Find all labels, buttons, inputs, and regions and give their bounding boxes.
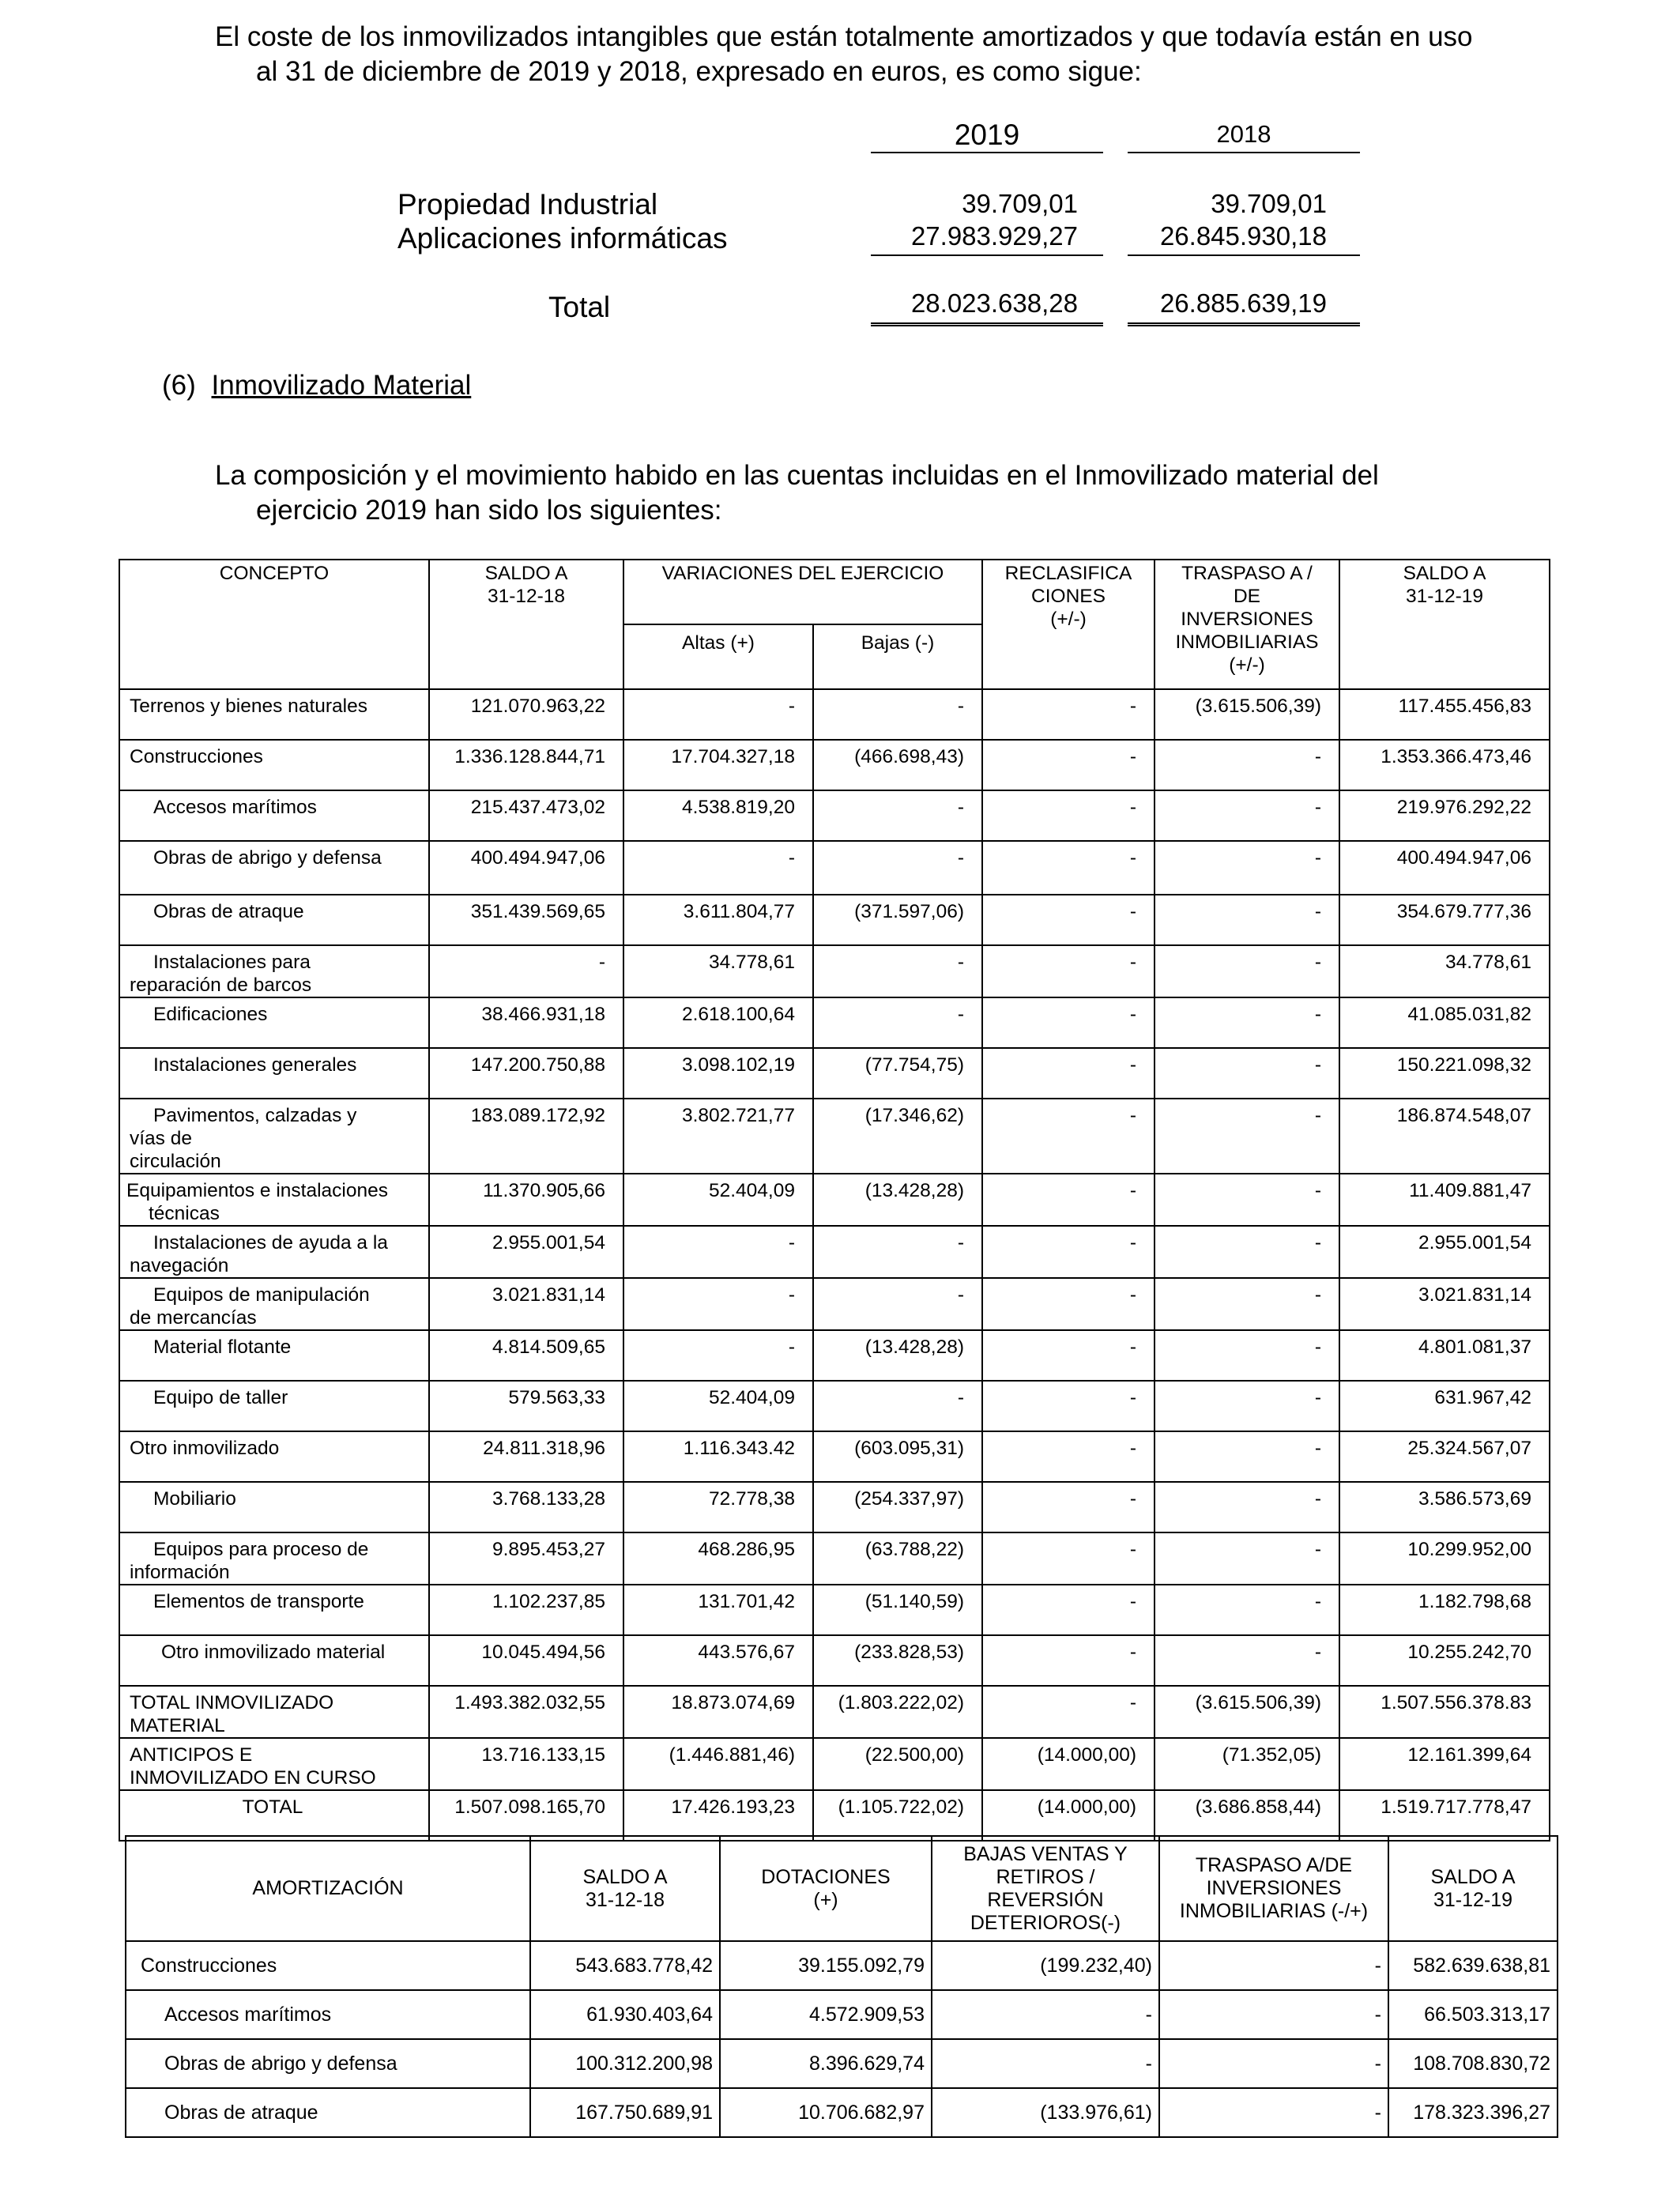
value-cell: 4.572.909,53 <box>720 1990 932 2039</box>
intro-line-1: El coste de los inmovilizados intangibles que están totalmente amortizados y que todavía están en uso <box>215 21 1473 52</box>
value-cell: 186.874.548,07 <box>1339 1099 1550 1174</box>
value-cell: - <box>623 1330 813 1381</box>
value-cell: - <box>982 1532 1155 1585</box>
value-cell: 3.611.804,77 <box>623 895 813 945</box>
value-cell: - <box>1155 1635 1339 1686</box>
value-cell: 1.507.098.165,70 <box>429 1790 623 1841</box>
concept-cell: Construcciones <box>119 740 429 790</box>
value-cell: 66.503.313,17 <box>1388 1990 1558 2039</box>
concept-cell: Elementos de transporte <box>119 1585 429 1635</box>
value-cell: (51.140,59) <box>813 1585 982 1635</box>
value-cell: - <box>429 945 623 997</box>
table-row <box>119 1482 1550 1532</box>
header-altas: Altas (+) <box>623 624 813 689</box>
value-cell: 1.353.366.473,46 <box>1339 740 1550 790</box>
value-cell: 582.639.638,81 <box>1388 1941 1558 1990</box>
value-cell: (63.788,22) <box>813 1532 982 1585</box>
concept-cell: Material flotante <box>119 1330 429 1381</box>
section-title: Inmovilizado Material <box>211 370 472 401</box>
table-row <box>119 997 1550 1048</box>
value-cell: (14.000,00) <box>982 1790 1155 1841</box>
summary-row-value: 39.709,01 <box>962 189 1078 218</box>
value-cell: - <box>813 1381 982 1431</box>
value-cell: 1.336.128.844,71 <box>429 740 623 790</box>
value-cell: - <box>813 689 982 740</box>
concept-cell: TOTAL <box>119 1790 429 1841</box>
value-cell: 183.089.172,92 <box>429 1099 623 1174</box>
value-cell: - <box>982 841 1155 895</box>
value-cell: 4.801.081,37 <box>1339 1330 1550 1381</box>
value-cell: - <box>982 1431 1155 1482</box>
summary-year-2019: 2019 <box>871 119 1103 153</box>
value-cell: 1.493.382.032,55 <box>429 1686 623 1738</box>
table-row <box>119 1381 1550 1431</box>
value-cell: 9.895.453,27 <box>429 1532 623 1585</box>
value-cell: 13.716.133,15 <box>429 1738 623 1790</box>
value-cell: - <box>1155 945 1339 997</box>
value-cell: - <box>982 1482 1155 1532</box>
value-cell: 2.618.100,64 <box>623 997 813 1048</box>
header-saldo-inicial: SALDO A 31-12-18 <box>429 560 623 689</box>
summary-total-line <box>1128 288 1360 326</box>
value-cell: (77.754,75) <box>813 1048 982 1099</box>
value-cell: - <box>623 1226 813 1278</box>
value-cell: 72.778,38 <box>623 1482 813 1532</box>
value-cell: 17.704.327,18 <box>623 740 813 790</box>
table-row <box>119 1226 1550 1278</box>
section-number: (6) <box>162 370 196 401</box>
value-cell: 150.221.098,32 <box>1339 1048 1550 1099</box>
header-traspaso: TRASPASO A/DE INVERSIONES INMOBILIARIAS (-/+) <box>1159 1836 1388 1941</box>
value-cell: 4.538.819,20 <box>623 790 813 841</box>
concept-cell: Equipos de manipulación de mercancías <box>119 1278 429 1330</box>
value-cell: 1.116.343.42 <box>623 1431 813 1482</box>
value-cell: 34.778,61 <box>1339 945 1550 997</box>
value-cell: - <box>1159 1990 1388 2039</box>
value-cell: - <box>813 997 982 1048</box>
value-cell: - <box>982 997 1155 1048</box>
header-reclasificaciones: RECLASIFICA CIONES (+/-) <box>982 560 1155 689</box>
value-cell: 219.976.292,22 <box>1339 790 1550 841</box>
value-cell: - <box>1159 1941 1388 1990</box>
header-saldo-inicial: SALDO A 31-12-18 <box>530 1836 720 1941</box>
concept-cell: ANTICIPOS E INMOVILIZADO EN CURSO <box>119 1738 429 1790</box>
concept-cell: Construcciones <box>126 1941 530 1990</box>
value-cell: - <box>982 1226 1155 1278</box>
value-cell: (1.105.722,02) <box>813 1790 982 1841</box>
table-row <box>126 2088 1558 2137</box>
concept-cell: Instalaciones para reparación de barcos <box>119 945 429 997</box>
value-cell: 52.404,09 <box>623 1174 813 1226</box>
value-cell: (17.346,62) <box>813 1099 982 1174</box>
value-cell: - <box>982 1174 1155 1226</box>
amortization-table <box>125 1835 1558 2138</box>
table-row <box>126 1941 1558 1990</box>
table-row <box>119 1278 1550 1330</box>
value-cell: - <box>982 790 1155 841</box>
value-cell: - <box>1155 1048 1339 1099</box>
value-cell: - <box>1159 2039 1388 2088</box>
value-cell: (3.615.506,39) <box>1155 689 1339 740</box>
table-row <box>119 945 1550 997</box>
value-cell: - <box>1155 841 1339 895</box>
value-cell: 24.811.318,96 <box>429 1431 623 1482</box>
concept-cell: Obras de abrigo y defensa <box>126 2039 530 2088</box>
value-cell: 11.370.905,66 <box>429 1174 623 1226</box>
summary-year-2018: 2018 <box>1128 119 1360 153</box>
value-cell: (466.698,43) <box>813 740 982 790</box>
value-cell: - <box>1155 1278 1339 1330</box>
summary-total-value: 26.885.639,19 <box>1159 288 1327 318</box>
value-cell: (3.615.506,39) <box>1155 1686 1339 1738</box>
header-bajas: BAJAS VENTAS Y RETIROS / REVERSIÓN DETERIOROS(-) <box>932 1836 1159 1941</box>
concept-cell: Instalaciones de ayuda a la navegación <box>119 1226 429 1278</box>
table-row <box>119 1686 1550 1738</box>
table-row <box>119 1174 1550 1226</box>
summary-total-label: Total <box>548 291 611 323</box>
value-cell: - <box>982 689 1155 740</box>
header-amortizacion: AMORTIZACIÓN <box>126 1836 530 1941</box>
value-cell: 400.494.947,06 <box>429 841 623 895</box>
value-cell: - <box>1155 1099 1339 1174</box>
value-cell: 443.576,67 <box>623 1635 813 1686</box>
value-cell: 61.930.403,64 <box>530 1990 720 2039</box>
value-cell: 3.768.133,28 <box>429 1482 623 1532</box>
value-cell: (13.428,28) <box>813 1330 982 1381</box>
value-cell: - <box>1155 1330 1339 1381</box>
value-cell: 4.814.509,65 <box>429 1330 623 1381</box>
table-row <box>119 689 1550 740</box>
value-cell: - <box>982 1330 1155 1381</box>
paragraph-line-2: ejercicio 2019 han sido los siguientes: <box>256 495 722 526</box>
table-row <box>119 1790 1550 1841</box>
value-cell: (1.803.222,02) <box>813 1686 982 1738</box>
value-cell: (13.428,28) <box>813 1174 982 1226</box>
intro-line-2: al 31 de diciembre de 2019 y 2018, expresado en euros, es como sigue: <box>256 56 1142 87</box>
table-row <box>119 790 1550 841</box>
value-cell: 468.286,95 <box>623 1532 813 1585</box>
value-cell: 3.021.831,14 <box>1339 1278 1550 1330</box>
value-cell: - <box>982 1686 1155 1738</box>
table-row <box>119 841 1550 895</box>
summary-total-value: 28.023.638,28 <box>910 288 1078 318</box>
value-cell: 2.955.001,54 <box>1339 1226 1550 1278</box>
value-cell: 543.683.778,42 <box>530 1941 720 1990</box>
summary-total-line <box>871 288 1103 326</box>
value-cell: 167.750.689,91 <box>530 2088 720 2137</box>
value-cell: 147.200.750,88 <box>429 1048 623 1099</box>
value-cell: - <box>1155 1532 1339 1585</box>
header-saldo-final: SALDO A 31-12-19 <box>1339 560 1550 689</box>
table-row <box>119 1635 1550 1686</box>
value-cell: 8.396.629,74 <box>720 2039 932 2088</box>
value-cell: 18.873.074,69 <box>623 1686 813 1738</box>
value-cell: (371.597,06) <box>813 895 982 945</box>
concept-cell: Instalaciones generales <box>119 1048 429 1099</box>
value-cell: 17.426.193,23 <box>623 1790 813 1841</box>
value-cell: - <box>1155 1226 1339 1278</box>
value-cell: (254.337,97) <box>813 1482 982 1532</box>
concept-cell: Mobiliario <box>119 1482 429 1532</box>
value-cell: 52.404,09 <box>623 1381 813 1431</box>
summary-row-value: 26.845.930,18 <box>1159 221 1327 251</box>
concept-cell: Equipamientos e instalaciones técnicas <box>119 1174 429 1226</box>
value-cell: - <box>813 841 982 895</box>
concept-cell: TOTAL INMOVILIZADO MATERIAL <box>119 1686 429 1738</box>
concept-cell: Accesos marítimos <box>126 1990 530 2039</box>
value-cell: 10.255.242,70 <box>1339 1635 1550 1686</box>
table-row <box>119 1330 1550 1381</box>
value-cell: 579.563,33 <box>429 1381 623 1431</box>
value-cell: 39.155.092,79 <box>720 1941 932 1990</box>
value-cell: - <box>932 2039 1159 2088</box>
value-cell: (1.446.881,46) <box>623 1738 813 1790</box>
value-cell: 3.802.721,77 <box>623 1099 813 1174</box>
concept-cell: Obras de atraque <box>119 895 429 945</box>
value-cell: 117.455.456,83 <box>1339 689 1550 740</box>
value-cell: - <box>623 841 813 895</box>
table-row <box>119 1738 1550 1790</box>
summary-row-value: 27.983.929,27 <box>910 221 1078 251</box>
value-cell: - <box>813 790 982 841</box>
concept-cell: Equipo de taller <box>119 1381 429 1431</box>
value-cell: 100.312.200,98 <box>530 2039 720 2088</box>
value-cell: 121.070.963,22 <box>429 689 623 740</box>
value-cell: - <box>813 1226 982 1278</box>
concept-cell: Obras de abrigo y defensa <box>119 841 429 895</box>
summary-row-label: Propiedad Industrial <box>397 188 658 221</box>
concept-cell: Otro inmovilizado <box>119 1431 429 1482</box>
value-cell: (22.500,00) <box>813 1738 982 1790</box>
header-traspaso: TRASPASO A / DE INVERSIONES INMOBILIARIAS (+/-) <box>1155 560 1339 689</box>
value-cell: - <box>932 1990 1159 2039</box>
value-cell: (71.352,05) <box>1155 1738 1339 1790</box>
value-cell: 1.102.237,85 <box>429 1585 623 1635</box>
header-saldo-final: SALDO A 31-12-19 <box>1388 1836 1558 1941</box>
header-dotaciones: DOTACIONES (+) <box>720 1836 932 1941</box>
value-cell: 108.708.830,72 <box>1388 2039 1558 2088</box>
value-cell: 12.161.399,64 <box>1339 1738 1550 1790</box>
paragraph-line-1: La composición y el movimiento habido en las cuentas incluidas en el Inmovilizado material del <box>215 460 1379 491</box>
value-cell: - <box>1155 1482 1339 1532</box>
value-cell: - <box>1155 895 1339 945</box>
table-row <box>126 2039 1558 2088</box>
value-cell: - <box>1159 2088 1388 2137</box>
value-cell: 1.519.717.778,47 <box>1339 1790 1550 1841</box>
value-cell: 2.955.001,54 <box>429 1226 623 1278</box>
movements-table <box>119 559 1550 1842</box>
header-concepto: CONCEPTO <box>119 560 429 689</box>
table-row <box>119 1532 1550 1585</box>
value-cell: 25.324.567,07 <box>1339 1431 1550 1482</box>
value-cell: 178.323.396,27 <box>1388 2088 1558 2137</box>
value-cell: 38.466.931,18 <box>429 997 623 1048</box>
value-cell: - <box>1155 1174 1339 1226</box>
value-cell: - <box>982 1048 1155 1099</box>
value-cell: - <box>982 1635 1155 1686</box>
value-cell: - <box>813 945 982 997</box>
table-row <box>119 895 1550 945</box>
value-cell: - <box>813 1278 982 1330</box>
summary-row-label: Aplicaciones informáticas <box>397 222 728 254</box>
value-cell: 1.507.556.378.83 <box>1339 1686 1550 1738</box>
value-cell: 3.586.573,69 <box>1339 1482 1550 1532</box>
header-variaciones: VARIACIONES DEL EJERCICIO <box>623 560 982 624</box>
concept-cell: Otro inmovilizado material <box>119 1635 429 1686</box>
concept-cell: Pavimentos, calzadas y vías de circulación <box>119 1099 429 1174</box>
value-cell: 131.701,42 <box>623 1585 813 1635</box>
value-cell: (14.000,00) <box>982 1738 1155 1790</box>
value-cell: - <box>982 895 1155 945</box>
value-cell: 10.706.682,97 <box>720 2088 932 2137</box>
value-cell: - <box>982 740 1155 790</box>
value-cell: - <box>1155 997 1339 1048</box>
value-cell: 41.085.031,82 <box>1339 997 1550 1048</box>
value-cell: 10.045.494,56 <box>429 1635 623 1686</box>
value-cell: 10.299.952,00 <box>1339 1532 1550 1585</box>
value-cell: - <box>982 945 1155 997</box>
concept-cell: Equipos para proceso de información <box>119 1532 429 1585</box>
table-row <box>119 740 1550 790</box>
value-cell: 11.409.881,47 <box>1339 1174 1550 1226</box>
value-cell: 215.437.473,02 <box>429 790 623 841</box>
value-cell: 351.439.569,65 <box>429 895 623 945</box>
concept-cell: Obras de atraque <box>126 2088 530 2137</box>
value-cell: - <box>1155 1431 1339 1482</box>
table-row <box>119 1048 1550 1099</box>
concept-cell: Edificaciones <box>119 997 429 1048</box>
value-cell: (199.232,40) <box>932 1941 1159 1990</box>
value-cell: - <box>1155 740 1339 790</box>
value-cell: - <box>1155 1585 1339 1635</box>
table-row <box>119 1099 1550 1174</box>
table-row <box>119 1585 1550 1635</box>
value-cell: (133.976,61) <box>932 2088 1159 2137</box>
concept-cell: Accesos marítimos <box>119 790 429 841</box>
value-cell: (3.686.858,44) <box>1155 1790 1339 1841</box>
value-cell: (603.095,31) <box>813 1431 982 1482</box>
summary-subtotal-line <box>1128 221 1360 256</box>
value-cell: 400.494.947,06 <box>1339 841 1550 895</box>
value-cell: (233.828,53) <box>813 1635 982 1686</box>
header-bajas: Bajas (-) <box>813 624 982 689</box>
value-cell: 354.679.777,36 <box>1339 895 1550 945</box>
value-cell: 3.021.831,14 <box>429 1278 623 1330</box>
value-cell: - <box>982 1381 1155 1431</box>
table-row <box>119 1431 1550 1482</box>
value-cell: 631.967,42 <box>1339 1381 1550 1431</box>
summary-row-value: 39.709,01 <box>1211 189 1327 218</box>
summary-subtotal-line <box>871 221 1103 256</box>
intro-paragraph <box>215 20 1543 89</box>
value-cell: 3.098.102,19 <box>623 1048 813 1099</box>
value-cell: - <box>1155 790 1339 841</box>
value-cell: 34.778,61 <box>623 945 813 997</box>
value-cell: - <box>982 1585 1155 1635</box>
value-cell: - <box>623 689 813 740</box>
section-heading <box>162 370 471 401</box>
value-cell: - <box>982 1278 1155 1330</box>
value-cell: - <box>1155 1381 1339 1431</box>
value-cell: 1.182.798,68 <box>1339 1585 1550 1635</box>
table-row <box>126 1990 1558 2039</box>
value-cell: - <box>982 1099 1155 1174</box>
composition-paragraph <box>215 458 1543 528</box>
value-cell: - <box>623 1278 813 1330</box>
concept-cell: Terrenos y bienes naturales <box>119 689 429 740</box>
